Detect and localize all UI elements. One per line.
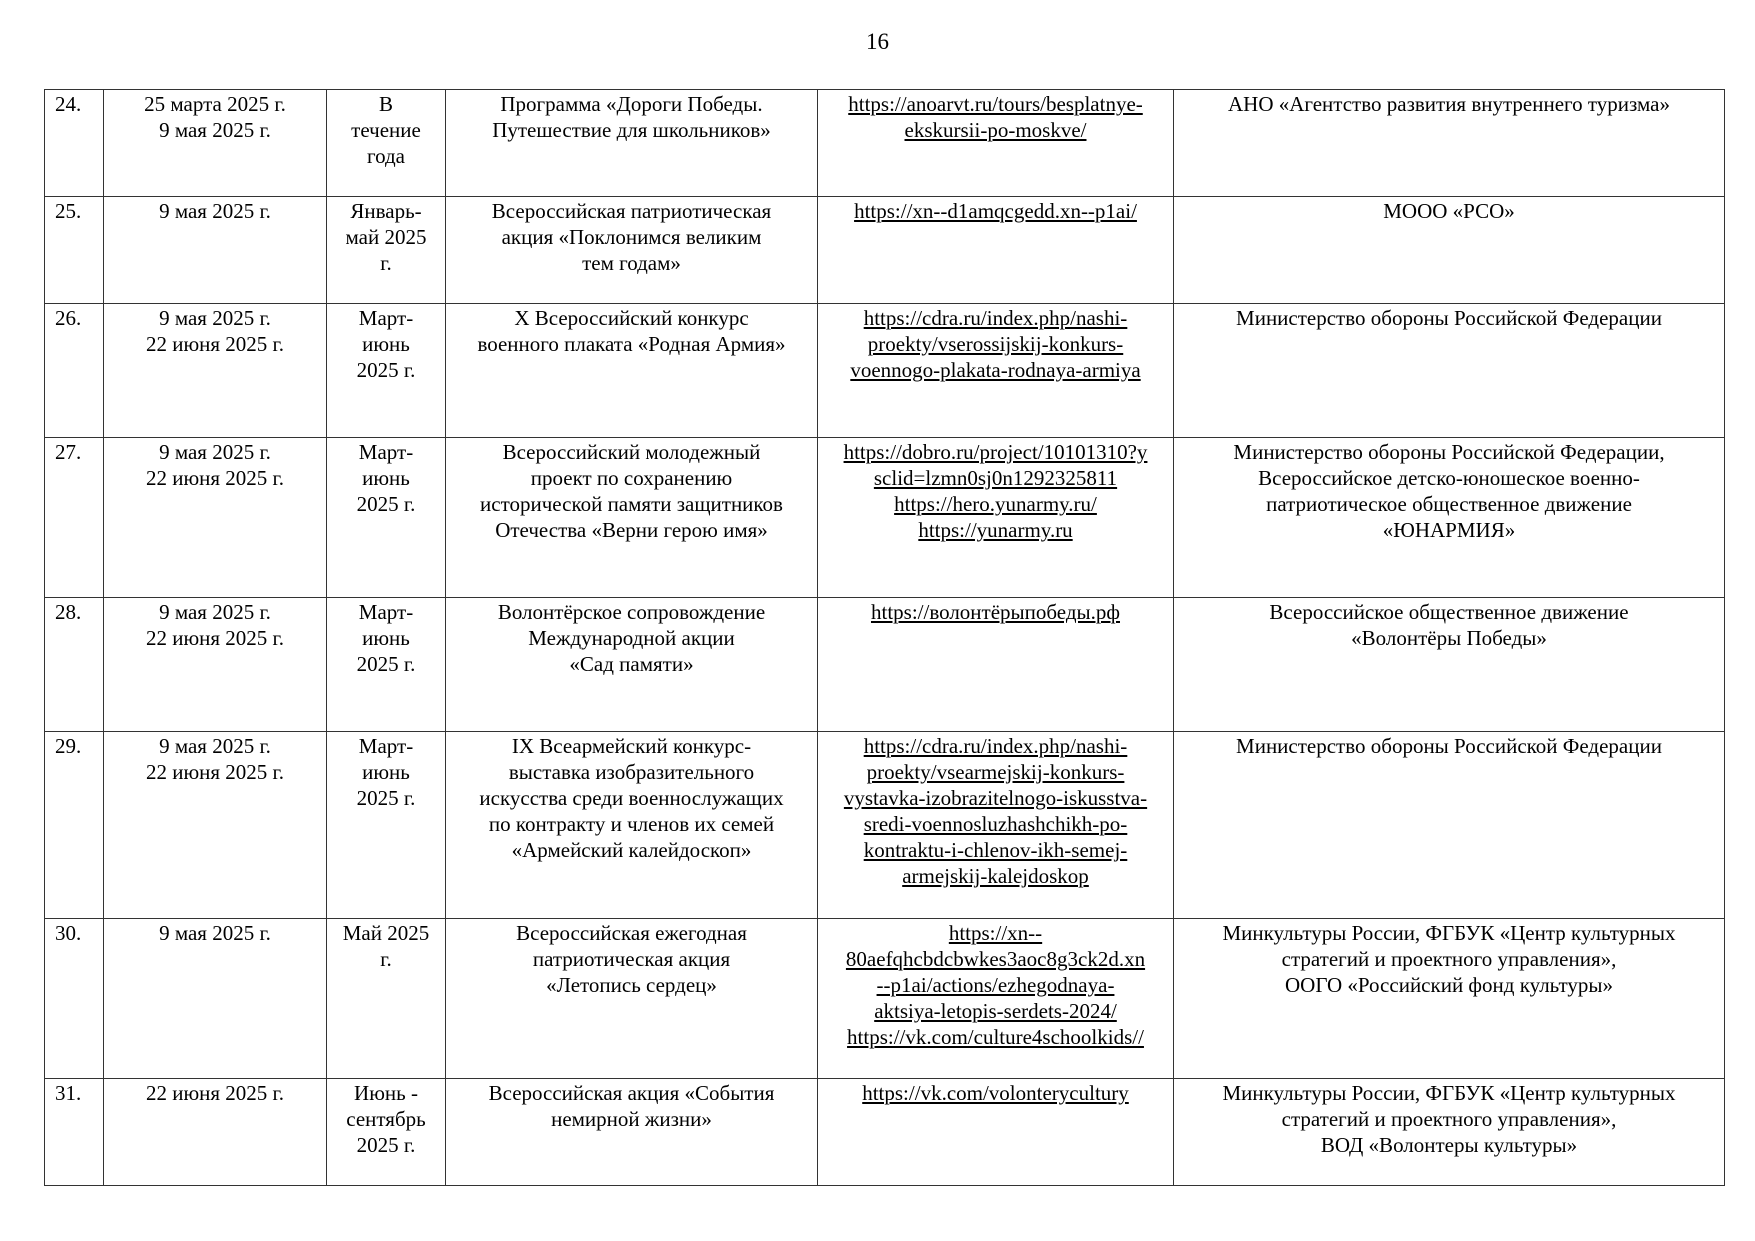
date-line: 9 мая 2025 г. — [159, 306, 271, 330]
table-row — [45, 598, 1725, 732]
page-number: 16 — [866, 29, 889, 54]
event-line: акция «Поклонимся великим — [501, 225, 762, 249]
organizer-line: стратегий и проектного управления», — [1281, 947, 1617, 971]
period-cell — [327, 732, 446, 919]
organizer-line: «ЮНАРМИЯ» — [1382, 518, 1516, 542]
event-cell — [446, 598, 818, 732]
period-line: 2025 г. — [356, 652, 416, 676]
row-number: 28. — [45, 598, 104, 732]
event-cell — [446, 919, 818, 1079]
link-cell — [818, 304, 1174, 438]
organizer-cell — [1174, 919, 1725, 1079]
period-line: сентябрь — [346, 1107, 426, 1131]
resource-link[interactable]: https://xn-- — [948, 921, 1043, 945]
resource-link[interactable]: aktsiya-letopis-serdets-2024/ — [874, 999, 1117, 1023]
event-line: по контракту и членов их семей — [488, 812, 775, 836]
organizer-cell — [1174, 1079, 1725, 1186]
event-cell — [446, 304, 818, 438]
event-line: Отечества «Верни герою имя» — [495, 518, 768, 542]
dates-cell — [104, 1079, 327, 1186]
event-line: немирной жизни» — [551, 1107, 712, 1131]
period-line: Май 2025 — [342, 921, 430, 945]
row-number: 30. — [45, 919, 104, 1079]
organizer-line: МООО «РСО» — [1383, 199, 1515, 223]
date-line: 9 мая 2025 г. — [159, 734, 271, 758]
organizer-line: Всероссийское детско-юношеское военно- — [1258, 466, 1640, 490]
resource-link[interactable]: 80aefqhcbdcbwkes3aoc8g3ck2d.xn — [845, 947, 1146, 971]
organizer-line: ООГО «Российский фонд культуры» — [1285, 973, 1613, 997]
date-line: 22 июня 2025 г. — [145, 332, 285, 356]
period-line: Январь- — [350, 199, 422, 223]
link-cell — [818, 1079, 1174, 1186]
event-line: X Всероссийский конкурс — [514, 306, 749, 330]
date-line: 9 мая 2025 г. — [159, 118, 271, 142]
date-line: 9 мая 2025 г. — [159, 440, 271, 464]
date-line: 22 июня 2025 г. — [145, 466, 285, 490]
dates-cell — [104, 732, 327, 919]
organizer-line: Минкультуры России, ФГБУК «Центр культурных — [1222, 1081, 1676, 1105]
event-line: военного плаката «Родная Армия» — [477, 332, 786, 356]
link-cell — [818, 919, 1174, 1079]
period-line: Март- — [358, 734, 414, 758]
period-line: года — [367, 144, 405, 168]
resource-link[interactable]: https://yunarmy.ru — [918, 518, 1073, 542]
period-cell — [327, 1079, 446, 1186]
period-cell — [327, 598, 446, 732]
row-number: 25. — [45, 197, 104, 304]
period-line: г. — [380, 947, 392, 971]
event-line: тем годам» — [582, 251, 681, 275]
period-line: 2025 г. — [356, 492, 416, 516]
event-line: «Сад памяти» — [569, 652, 694, 676]
period-line: Июнь - — [354, 1081, 418, 1105]
resource-link[interactable]: https://волонтёрыпобеды.рф — [870, 600, 1120, 624]
period-cell — [327, 90, 446, 197]
period-line: июнь — [362, 466, 410, 490]
resource-link[interactable]: vystavka-izobrazitelnogo-iskusstva- — [843, 786, 1148, 810]
date-line: 9 мая 2025 г. — [159, 921, 271, 945]
organizer-cell — [1174, 304, 1725, 438]
resource-link[interactable]: proekty/vserossijskij-konkurs- — [867, 332, 1124, 356]
organizer-line: АНО «Агентство развития внутреннего туризма» — [1227, 92, 1670, 116]
resource-link[interactable]: https://cdra.ru/index.php/nashi- — [863, 306, 1128, 330]
row-number: 26. — [45, 304, 104, 438]
dates-cell — [104, 598, 327, 732]
event-line: искусства среди военнослужащих — [479, 786, 784, 810]
event-line: исторической памяти защитников — [480, 492, 783, 516]
table-row — [45, 197, 1725, 304]
date-line: 22 июня 2025 г. — [145, 760, 285, 784]
dates-cell — [104, 90, 327, 197]
resource-link[interactable]: sredi-voennosluzhashchikh-po- — [863, 812, 1128, 836]
organizer-cell — [1174, 732, 1725, 919]
link-cell — [818, 90, 1174, 197]
resource-link[interactable]: sclid=lzmn0sj0n1292325811 — [873, 466, 1118, 490]
event-cell — [446, 90, 818, 197]
resource-link[interactable]: https://xn--d1amqcgedd.xn--p1ai/ — [854, 199, 1137, 223]
table-row — [45, 919, 1725, 1079]
organizer-line: Всероссийское общественное движение — [1269, 600, 1629, 624]
resource-link[interactable]: --p1ai/actions/ezhegodnaya- — [876, 973, 1115, 997]
resource-link[interactable]: https://hero.yunarmy.ru/ — [894, 492, 1097, 516]
link-cell — [818, 732, 1174, 919]
organizer-line: Министерство обороны Российской Федерации — [1236, 306, 1662, 330]
organizer-cell — [1174, 90, 1725, 197]
event-line: Всероссийский молодежный — [502, 440, 761, 464]
period-line: В — [378, 92, 393, 116]
period-line: 2025 г. — [356, 358, 416, 382]
dates-cell — [104, 197, 327, 304]
event-line: патриотическая акция — [532, 947, 731, 971]
dates-cell — [104, 438, 327, 598]
period-line: 2025 г. — [356, 786, 416, 810]
row-number: 27. — [45, 438, 104, 598]
resource-link[interactable]: kontraktu-i-chlenov-ikh-semej- — [863, 838, 1128, 862]
organizer-line: «Волонтёры Победы» — [1351, 626, 1547, 650]
row-number: 29. — [45, 732, 104, 919]
event-line: Международной акции — [528, 626, 735, 650]
event-line: Волонтёрское сопровождение — [497, 600, 766, 624]
organizer-cell — [1174, 598, 1725, 732]
table-row — [45, 90, 1725, 197]
event-line: Программа «Дороги Победы. — [500, 92, 763, 116]
period-line: июнь — [362, 332, 410, 356]
table-row — [45, 1079, 1725, 1186]
resource-link[interactable]: proekty/vsearmejskij-konkurs- — [866, 760, 1125, 784]
table-row — [45, 438, 1725, 598]
link-cell — [818, 438, 1174, 598]
date-line: 9 мая 2025 г. — [159, 199, 271, 223]
organizer-cell — [1174, 438, 1725, 598]
table-row — [45, 732, 1725, 919]
organizer-line: Минкультуры России, ФГБУК «Центр культурных — [1222, 921, 1676, 945]
period-line: май 2025 — [345, 225, 427, 249]
resource-link[interactable]: https://cdra.ru/index.php/nashi- — [863, 734, 1128, 758]
period-line: июнь — [362, 760, 410, 784]
organizer-cell — [1174, 197, 1725, 304]
resource-link[interactable]: voennogo-plakata-rodnaya-armiya — [850, 358, 1141, 382]
date-line: 22 июня 2025 г. — [145, 1081, 285, 1105]
date-line: 25 марта 2025 г. — [144, 92, 286, 116]
organizer-line: стратегий и проектного управления», — [1281, 1107, 1617, 1131]
period-cell — [327, 919, 446, 1079]
events-table — [44, 89, 1725, 1186]
period-line: Март- — [358, 600, 414, 624]
organizer-line: Министерство обороны Российской Федерации, — [1233, 440, 1665, 464]
period-line: 2025 г. — [356, 1133, 416, 1157]
resource-link[interactable]: https://dobro.ru/project/10101310?y — [843, 440, 1148, 464]
period-cell — [327, 438, 446, 598]
organizer-line: Министерство обороны Российской Федерации — [1236, 734, 1662, 758]
link-cell — [818, 197, 1174, 304]
dates-cell — [104, 919, 327, 1079]
event-cell — [446, 197, 818, 304]
event-line: «Армейский калейдоскоп» — [511, 838, 752, 862]
event-line: выставка изобразительного — [508, 760, 755, 784]
organizer-line: патриотическое общественное движение — [1266, 492, 1632, 516]
period-line: Март- — [358, 306, 414, 330]
event-cell — [446, 732, 818, 919]
row-number: 24. — [45, 90, 104, 197]
resource-link[interactable]: https://vk.com/culture4schoolkids// — [847, 1025, 1144, 1049]
event-line: Путешествие для школьников» — [492, 118, 771, 142]
resource-link[interactable]: armejskij-kalejdoskop — [902, 864, 1089, 888]
period-line: июнь — [362, 626, 410, 650]
event-line: IX Всеармейский конкурс- — [511, 734, 752, 758]
event-line: проект по сохранению — [530, 466, 733, 490]
dates-cell — [104, 304, 327, 438]
period-cell — [327, 304, 446, 438]
event-line: Всероссийская патриотическая — [491, 199, 772, 223]
period-line: г. — [380, 251, 392, 275]
resource-link[interactable]: https://anoarvt.ru/tours/besplatnye- — [848, 92, 1143, 116]
period-cell — [327, 197, 446, 304]
event-line: Всероссийская акция «События — [488, 1081, 775, 1105]
link-cell — [818, 598, 1174, 732]
event-cell — [446, 1079, 818, 1186]
date-line: 22 июня 2025 г. — [145, 626, 285, 650]
row-number: 31. — [45, 1079, 104, 1186]
event-cell — [446, 438, 818, 598]
period-line: Март- — [358, 440, 414, 464]
table-row — [45, 304, 1725, 438]
resource-link[interactable]: ekskursii-po-moskve/ — [904, 118, 1087, 142]
organizer-line: ВОД «Волонтеры культуры» — [1320, 1133, 1578, 1157]
event-line: «Летопись сердец» — [546, 973, 717, 997]
resource-link[interactable]: https://vk.com/volonterycultury — [862, 1081, 1129, 1105]
date-line: 9 мая 2025 г. — [159, 600, 271, 624]
period-line: течение — [351, 118, 421, 142]
event-line: Всероссийская ежегодная — [516, 921, 747, 945]
